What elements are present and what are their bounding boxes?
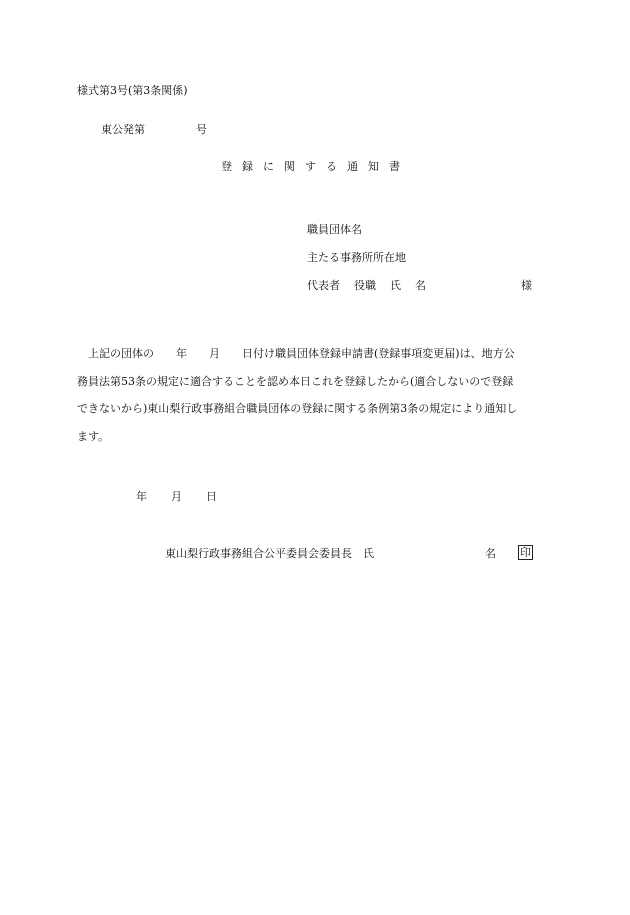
signer-title: 東山梨行政事務組合公平委員会委員長 氏 [165, 547, 374, 560]
body-line: 上記の団体の 年 月 日付け職員団体登録申請書(登録事項変更届)は、地方公 [77, 347, 515, 360]
title-char: す [305, 160, 316, 173]
name-label-surname: 氏 [390, 279, 401, 292]
title-char: 関 [284, 160, 295, 173]
date-year: 年 [136, 490, 147, 503]
date-line [136, 490, 241, 504]
form-number: 様式第3号(第3条関係) [77, 84, 188, 97]
date-day: 日 [206, 490, 217, 503]
title-char: 登 [221, 160, 232, 173]
body-line: できないから)東山梨行政事務組合職員団体の登録に関する条例第3条の規定により通知し [77, 402, 518, 415]
title-char: 通 [347, 160, 358, 173]
doc-number-suffix: 号 [196, 123, 207, 136]
doc-number-label: 東公発第 [101, 123, 145, 136]
body-line: 務員法第53条の規定に適合することを認め本日これを登録したから(適合しないので登録 [77, 374, 514, 388]
honorific: 様 [521, 279, 532, 292]
title-char: 書 [389, 160, 400, 173]
representative-label: 代表者 [307, 279, 340, 292]
title-char: に [263, 160, 274, 173]
representative-line [307, 279, 440, 293]
date-month: 月 [171, 490, 182, 503]
title-char: る [326, 160, 337, 173]
document-title [221, 160, 410, 174]
org-name-label: 職員団体名 [307, 223, 362, 236]
title-char: 録 [242, 160, 253, 173]
name-label-given: 名 [415, 279, 426, 292]
body-line: ます。 [77, 429, 110, 443]
office-address-label: 主たる事務所所在地 [307, 251, 406, 264]
title-char: 知 [368, 160, 379, 173]
position-label: 役職 [354, 279, 376, 292]
seal-stamp: 印 [520, 546, 531, 559]
signer-name-char: 名 [485, 547, 496, 560]
body-paragraph [77, 340, 559, 450]
